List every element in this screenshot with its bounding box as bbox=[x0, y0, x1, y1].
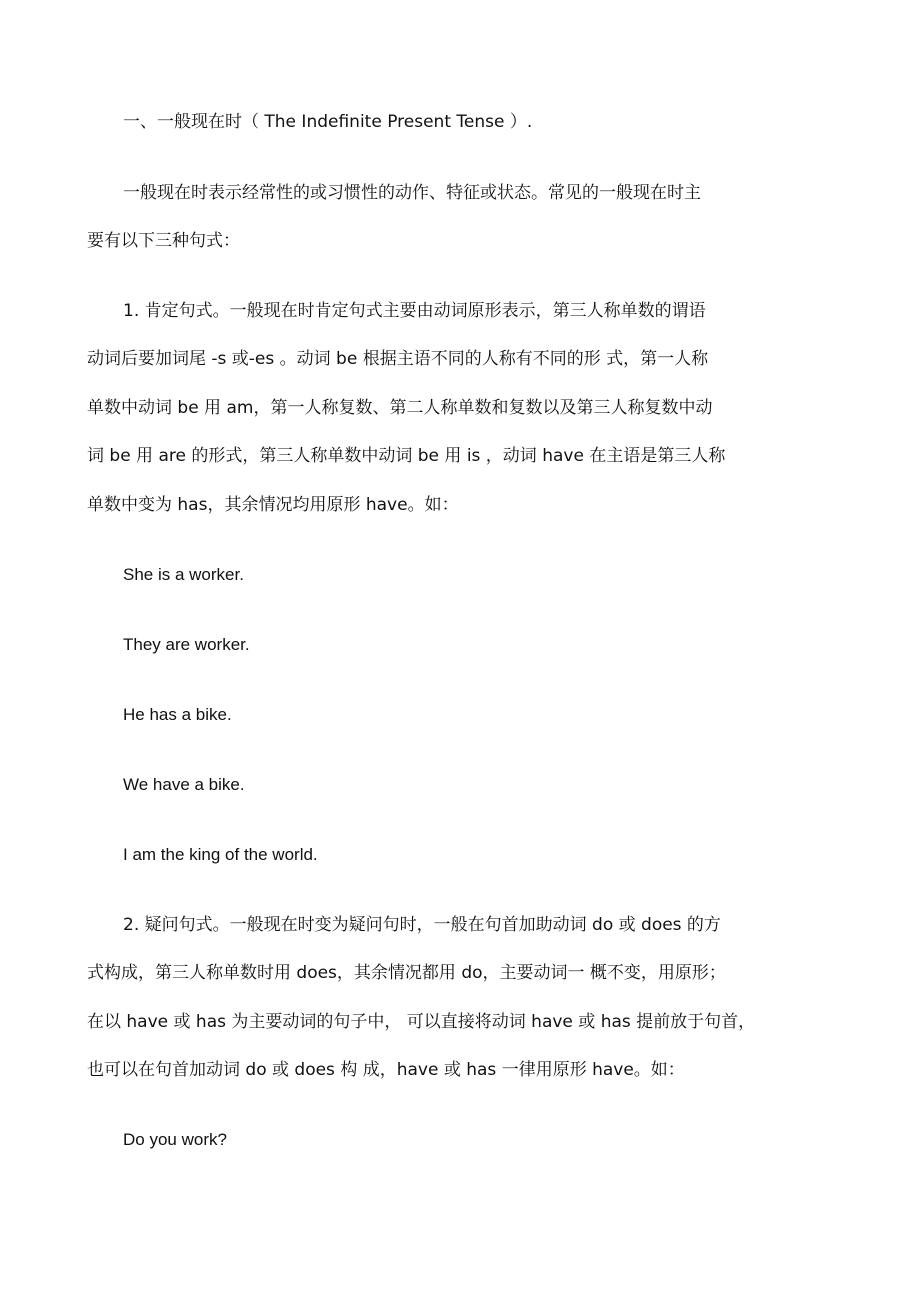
section1-line-3: 单数中动词 be 用 am，第一人称复数、第二人称单数和复数以及第三人称复数中动 bbox=[87, 398, 713, 418]
intro-line-2: 要有以下三种句式： bbox=[87, 231, 240, 251]
section1-line-2: 动词后要加词尾 -s 或-es 。动词 be 根据主语不同的人称有不同的形 式，第一人称 bbox=[87, 349, 709, 369]
example-sentence: We have a bike. bbox=[123, 775, 245, 794]
section2-line-1: 2. 疑问句式。一般现在时变为疑问句时，一般在句首加助动词 do 或 does 的方 bbox=[123, 915, 721, 935]
section1-line-5: 单数中变为 has，其余情况均用原形 have。如： bbox=[87, 495, 459, 515]
section2-line-4: 也可以在句首加动词 do 或 does 构 成，have 或 has 一律用原形 have。如： bbox=[87, 1060, 685, 1080]
example-sentence: They are worker. bbox=[123, 635, 250, 654]
example-sentence: She is a worker. bbox=[123, 565, 244, 584]
example-sentence: Do you work? bbox=[123, 1130, 227, 1149]
section1-line-1: 1. 肯定句式。一般现在时肯定句式主要由动词原形表示，第三人称单数的谓语 bbox=[123, 301, 706, 321]
section2-line-3: 在以 have 或 has 为主要动词的句子中， 可以直接将动词 have 或 has 提前放于句首， bbox=[87, 1012, 756, 1032]
example-sentence: He has a bike. bbox=[123, 705, 232, 724]
section-heading: 一、一般现在时（ The Indefinite Present Tense ）. bbox=[123, 112, 533, 132]
section1-line-4: 词 be 用 are 的形式，第三人称单数中动词 be 用 is ，动词 have 在主语是第三人称 bbox=[87, 446, 726, 466]
section2-line-2: 式构成，第三人称单数时用 does，其余情况都用 do，主要动词一 概不变，用原形； bbox=[87, 963, 726, 983]
intro-line-1: 一般现在时表示经常性的或习惯性的动作、特征或状态。常见的一般现在时主 bbox=[123, 183, 701, 203]
example-sentence: I am the king of the world. bbox=[123, 845, 318, 864]
